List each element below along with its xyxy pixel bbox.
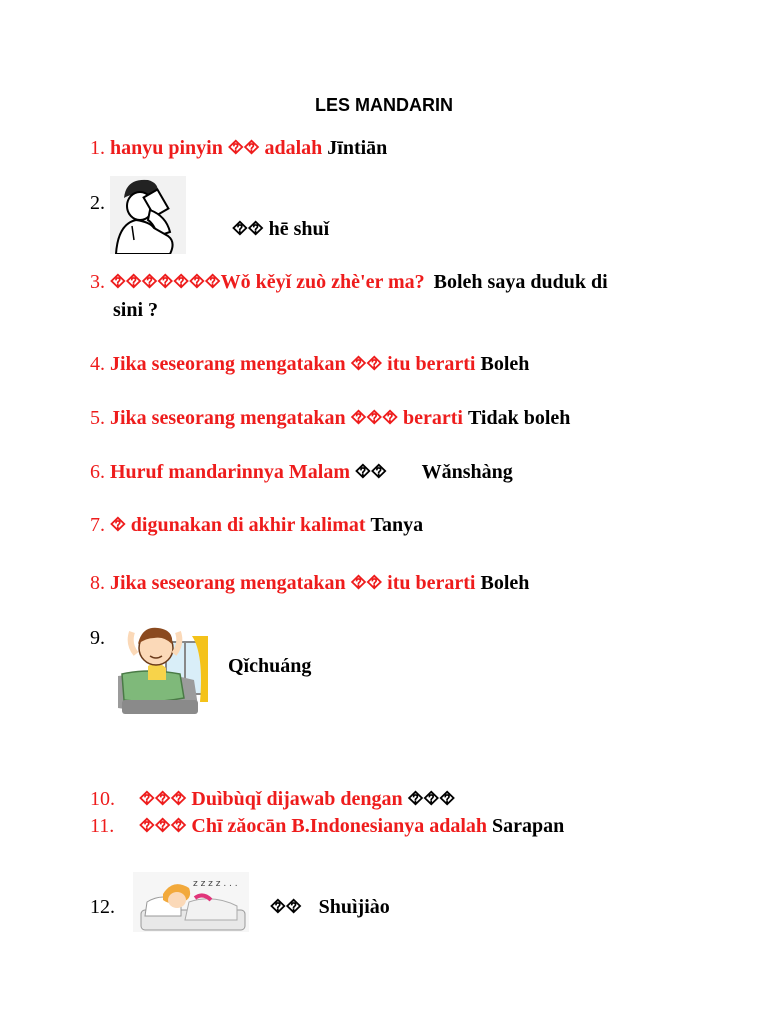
item-7: 7. ⯑ digunakan di akhir kalimat Tanya bbox=[90, 514, 424, 536]
item-10-answer: ⯑⯑⯑ bbox=[407, 788, 456, 810]
item-4: 4. Jika seseorang mengatakan ⯑⯑ itu berarti Boleh bbox=[90, 353, 530, 375]
item-8-answer: Boleh bbox=[480, 572, 530, 594]
boy-drinking-icon bbox=[110, 176, 186, 254]
item-3-question: ⯑⯑⯑⯑⯑⯑⯑Wǒ kěyǐ zuò zhè'er ma? bbox=[110, 271, 425, 293]
item-11-answer: Sarapan bbox=[492, 815, 565, 837]
item-2-answer: hē shuǐ bbox=[268, 218, 330, 240]
item-6-question: Huruf mandarinnya Malam bbox=[110, 461, 351, 483]
item-9-number: 9. bbox=[90, 627, 105, 649]
item-8: 8. Jika seseorang mengatakan ⯑⯑ itu berarti Boleh bbox=[90, 572, 530, 594]
item-6-chars: ⯑⯑ bbox=[355, 461, 387, 483]
item-1: 1. hanyu pinyin ⯑⯑ adalah Jīntiān bbox=[90, 137, 388, 159]
item-5-answer: Tidak boleh bbox=[467, 407, 571, 429]
item-3: 3. ⯑⯑⯑⯑⯑⯑⯑Wǒ kěyǐ zuò zhè'er ma? Boleh saya duduk di bbox=[90, 271, 608, 293]
item-12-number: 12. bbox=[90, 896, 115, 918]
item-3-answer: Boleh saya duduk di bbox=[433, 271, 608, 293]
item-1-answer: Jīntiān bbox=[327, 137, 388, 159]
item-8-question: Jika seseorang mengatakan ⯑⯑ itu berarti bbox=[110, 572, 476, 594]
item-5: 5. Jika seseorang mengatakan ⯑⯑⯑ berarti Tidak boleh bbox=[90, 407, 571, 429]
zzz-text: z z z z . . . bbox=[193, 879, 238, 889]
item-7-answer: Tanya bbox=[370, 514, 424, 536]
item-10: 10. ⯑⯑⯑ Duìbùqǐ dijawab dengan ⯑⯑⯑ bbox=[90, 788, 456, 810]
item-5-question: Jika seseorang mengatakan ⯑⯑⯑ berarti bbox=[110, 407, 463, 429]
item-9-answer: Qǐchuáng bbox=[228, 655, 312, 677]
item-4-question: Jika seseorang mengatakan ⯑⯑ itu berarti bbox=[110, 353, 476, 375]
item-12-answer: Shuìjiào bbox=[318, 896, 390, 918]
item-7-question: ⯑ digunakan di akhir kalimat bbox=[110, 514, 366, 536]
item-6: 6. Huruf mandarinnya Malam ⯑⯑ Wǎnshàng bbox=[90, 461, 513, 483]
item-1-question: hanyu pinyin ⯑⯑ adalah bbox=[110, 137, 323, 159]
item-2-number: 2. bbox=[90, 192, 105, 214]
item-11-question: ⯑⯑⯑ Chī zǎocān B.Indonesianya adalah bbox=[139, 815, 488, 837]
item-12-question: ⯑⯑ bbox=[270, 896, 302, 918]
item-10-question: ⯑⯑⯑ Duìbùqǐ dijawab dengan bbox=[139, 788, 403, 810]
boy-waking-up-icon bbox=[108, 614, 208, 720]
item-4-answer: Boleh bbox=[480, 353, 530, 375]
item-12 bbox=[270, 894, 390, 920]
item-2 bbox=[232, 216, 329, 242]
girl-sleeping-icon bbox=[133, 872, 249, 932]
item-6-answer: Wǎnshàng bbox=[421, 461, 513, 483]
item-3-answer-cont: sini ? bbox=[113, 299, 159, 321]
item-11: 11. ⯑⯑⯑ Chī zǎocān B.Indonesianya adalah Sarapan bbox=[90, 815, 565, 837]
item-2-question: ⯑⯑ bbox=[232, 218, 264, 240]
page-title: LES MANDARIN bbox=[315, 95, 453, 115]
